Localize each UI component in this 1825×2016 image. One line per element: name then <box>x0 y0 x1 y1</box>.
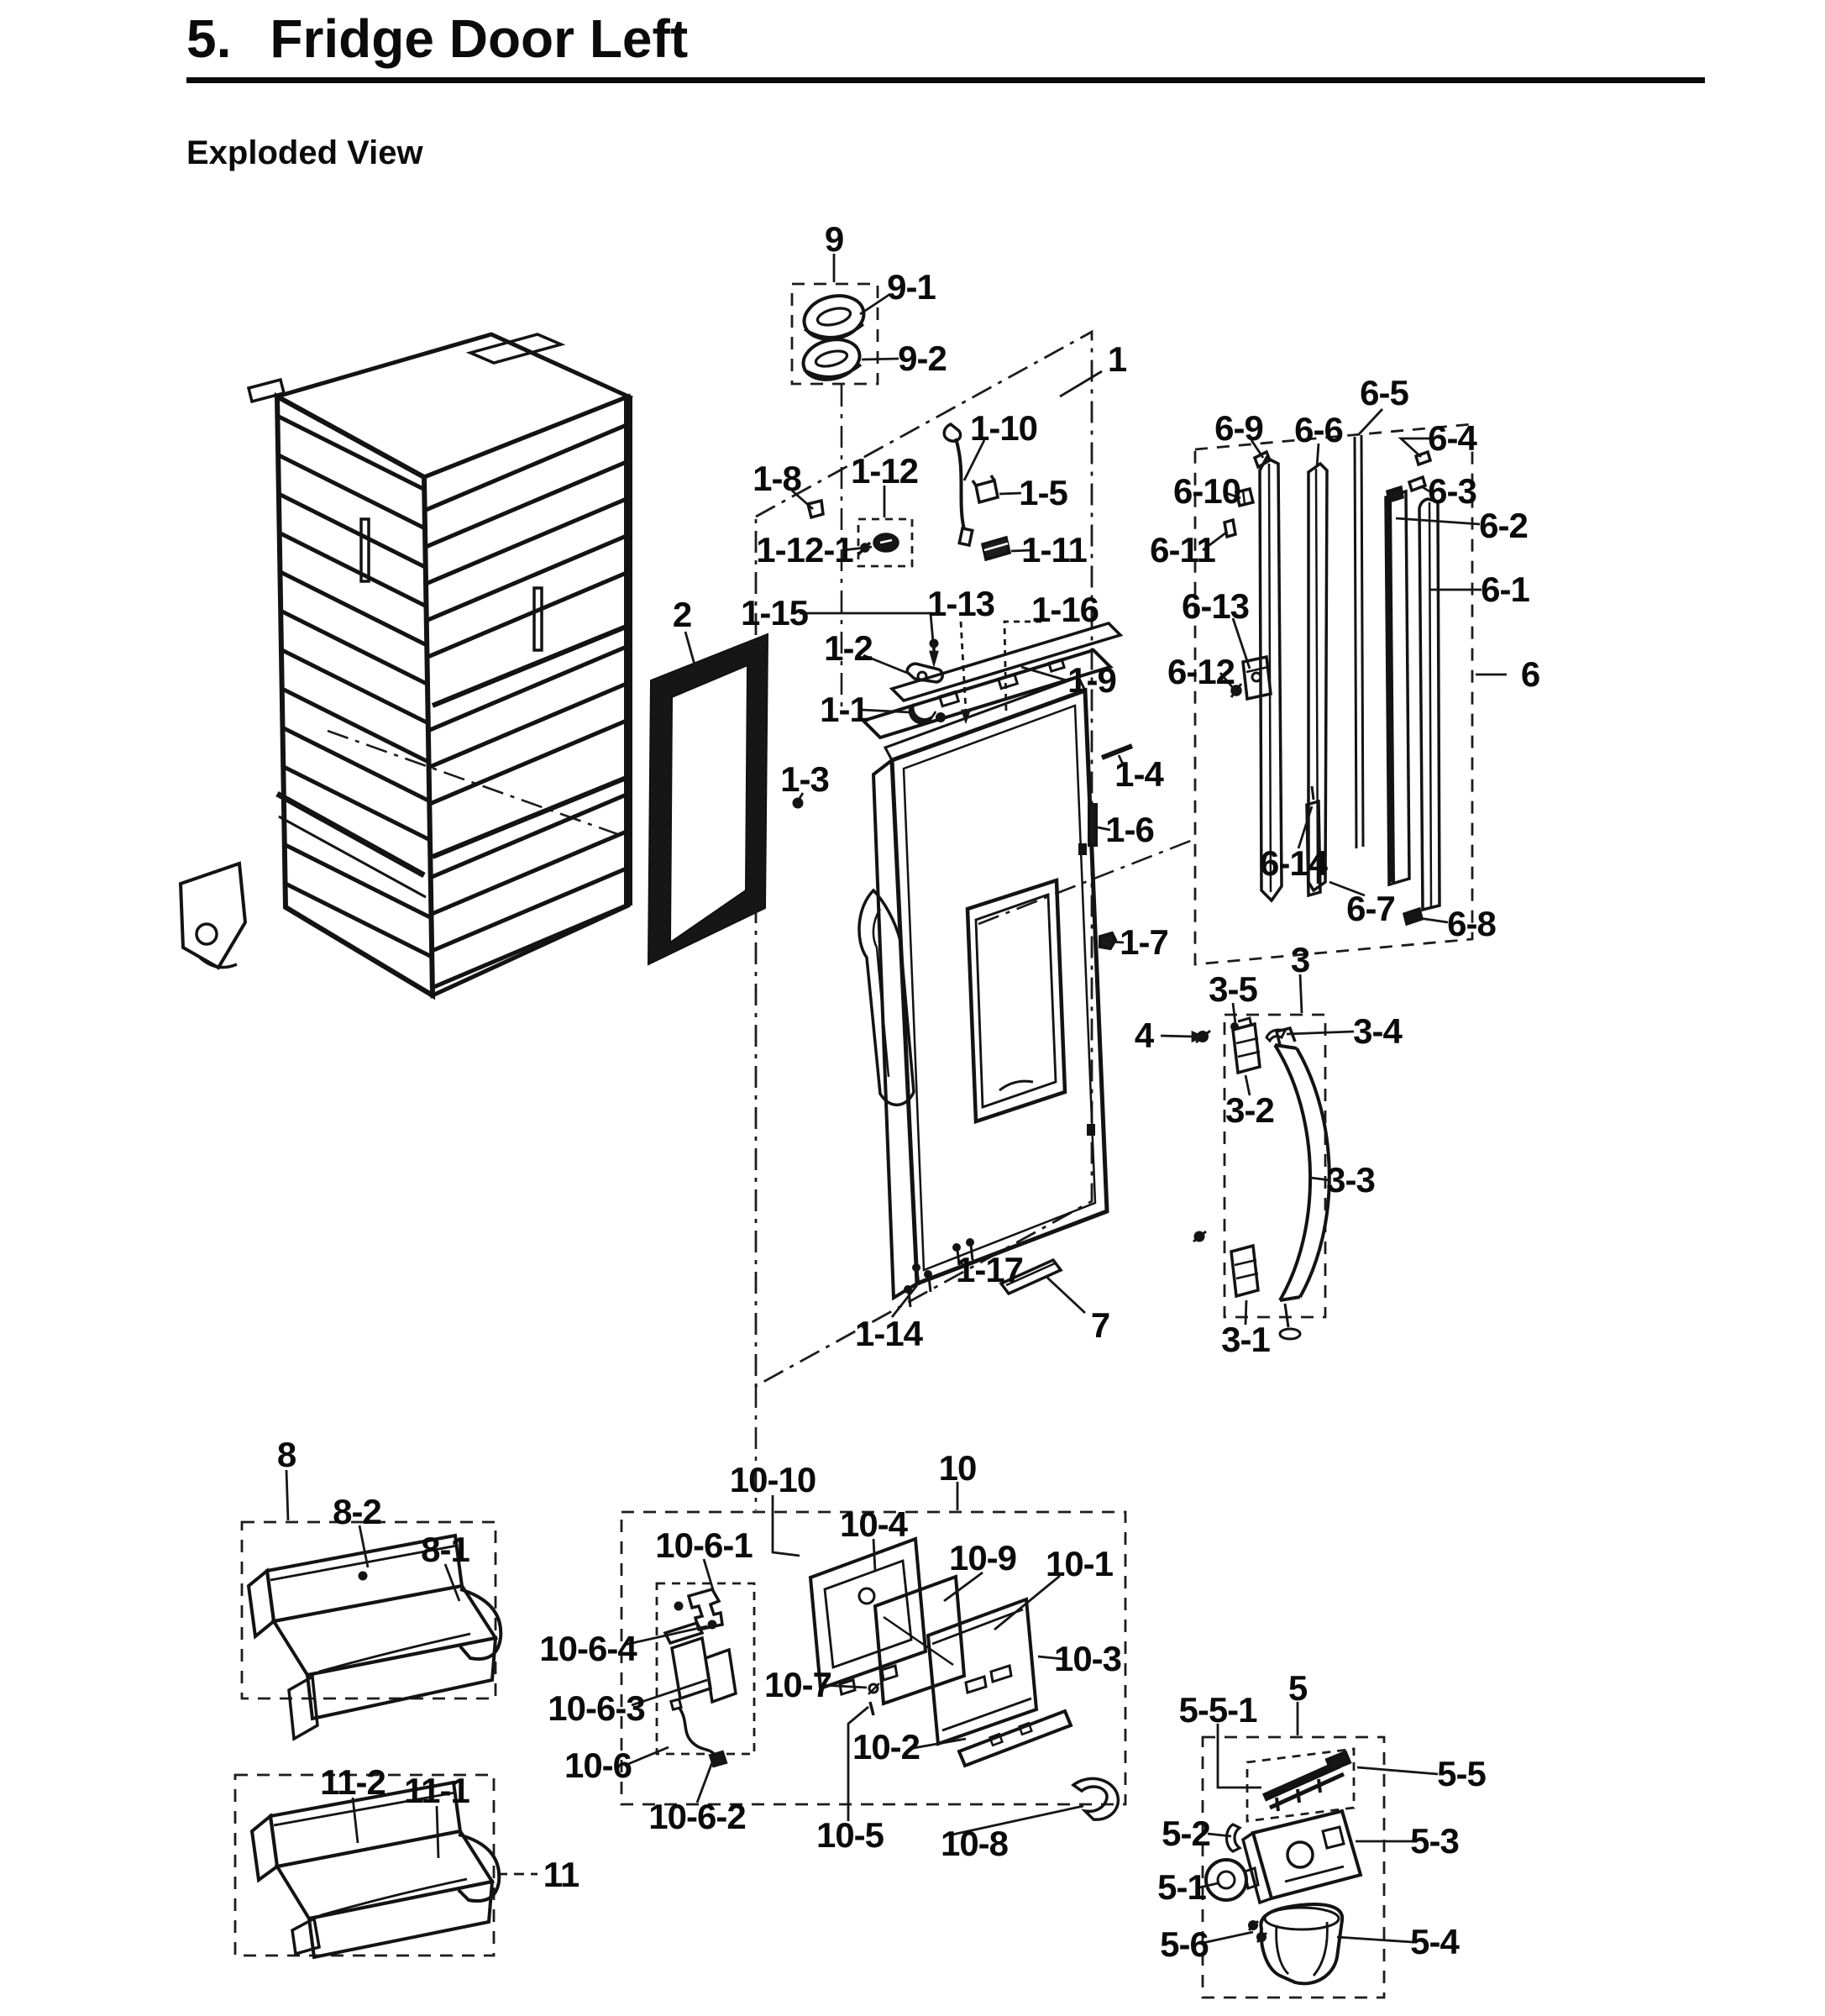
part-label-5-5-1: 5-5-1 <box>1178 1690 1257 1730</box>
part-label-1-2: 1-2 <box>824 628 873 668</box>
part-label-9: 9 <box>824 219 844 259</box>
part-label-10-7: 10-7 <box>763 1665 832 1704</box>
part-label-6-3: 6-3 <box>1428 471 1476 511</box>
part-label-10-2: 10-2 <box>852 1727 920 1767</box>
part-label-5-5: 5-5 <box>1437 1754 1486 1793</box>
part-label-3-4: 3-4 <box>1353 1011 1402 1051</box>
part-label-10-6-4: 10-6-4 <box>539 1629 637 1668</box>
part-label-5-4: 5-4 <box>1410 1922 1459 1961</box>
part-label-10-3: 10-3 <box>1053 1639 1122 1678</box>
part-label-6: 6 <box>1520 654 1540 694</box>
part-label-6-11: 6-11 <box>1150 530 1215 570</box>
section-title: Fridge Door Left <box>270 8 689 69</box>
part-label-2: 2 <box>672 595 692 634</box>
part-label-5-3: 5-3 <box>1410 1821 1459 1861</box>
part-label-6-9: 6-9 <box>1214 408 1263 448</box>
part-label-4: 4 <box>1134 1016 1154 1055</box>
part-label-1-15: 1-15 <box>740 593 809 633</box>
part-label-10: 10 <box>938 1448 977 1488</box>
part-label-9-1: 9-1 <box>887 267 936 307</box>
part-label-11: 11 <box>543 1855 579 1894</box>
part-label-1-17: 1-17 <box>955 1250 1024 1289</box>
part-label-10-1: 10-1 <box>1045 1544 1114 1583</box>
part-label-9-2: 9-2 <box>898 339 947 378</box>
part-label-10-6-2: 10-6-2 <box>648 1797 746 1836</box>
part-label-7: 7 <box>1090 1305 1110 1345</box>
part-label-1-11: 1-11 <box>1021 530 1087 570</box>
part-label-1-7: 1-7 <box>1120 922 1168 962</box>
part-label-6-5: 6-5 <box>1360 373 1408 412</box>
part-label-3: 3 <box>1290 940 1310 979</box>
part-label-6-8: 6-8 <box>1447 904 1496 943</box>
part-label-10-5: 10-5 <box>815 1815 884 1855</box>
part-label-3-1: 3-1 <box>1221 1320 1270 1359</box>
part-label-1-3: 1-3 <box>780 759 829 799</box>
part-label-5-6: 5-6 <box>1160 1924 1209 1964</box>
part-label-1-8: 1-8 <box>753 459 801 498</box>
part-label-8-1: 8-1 <box>421 1530 469 1569</box>
part-label-1-12: 1-12 <box>850 451 919 491</box>
part-label-1-16: 1-16 <box>1030 590 1099 629</box>
part-label-10-6-3: 10-6-3 <box>548 1688 645 1728</box>
part-label-6-14: 6-14 <box>1259 843 1328 883</box>
part-label-1-1: 1-1 <box>820 690 868 729</box>
part-label-11-1: 11-1 <box>404 1771 469 1810</box>
part-label-3-5: 3-5 <box>1209 969 1257 1009</box>
part-label-6-1: 6-1 <box>1481 570 1529 609</box>
part-label-11-2: 11-2 <box>320 1762 385 1802</box>
part-label-1-14: 1-14 <box>854 1314 923 1353</box>
part-label-3-2: 3-2 <box>1225 1090 1274 1130</box>
part-label-6-13: 6-13 <box>1181 586 1250 626</box>
section-number: 5. <box>186 8 232 69</box>
part-label-10-8: 10-8 <box>940 1824 1009 1863</box>
part-label-6-12: 6-12 <box>1167 652 1235 691</box>
part-label-1: 1 <box>1107 339 1127 379</box>
part-label-10-6: 10-6 <box>564 1746 632 1785</box>
part-label-10-10: 10-10 <box>729 1460 816 1499</box>
part-label-10-4: 10-4 <box>839 1504 908 1544</box>
part-label-1-13: 1-13 <box>926 584 995 623</box>
part-label-6-10: 6-10 <box>1172 471 1241 511</box>
part-label-3-3: 3-3 <box>1326 1160 1375 1200</box>
part-label-1-5: 1-5 <box>1019 473 1067 512</box>
subtitle: Exploded View <box>186 134 423 171</box>
part-label-6-4: 6-4 <box>1428 418 1476 458</box>
part-label-6-7: 6-7 <box>1346 889 1395 928</box>
part-label-10-6-1: 10-6-1 <box>655 1525 753 1565</box>
part-label-6-2: 6-2 <box>1479 506 1528 545</box>
part-label-5: 5 <box>1287 1668 1308 1708</box>
part-label-8: 8 <box>276 1435 296 1474</box>
part-label-5-1: 5-1 <box>1157 1867 1206 1907</box>
part-label-5-2: 5-2 <box>1162 1814 1210 1853</box>
part-label-6-6: 6-6 <box>1294 410 1343 449</box>
part-label-1-4: 1-4 <box>1114 754 1163 794</box>
part-label-1-10: 1-10 <box>969 408 1038 448</box>
part-label-10-9: 10-9 <box>948 1538 1017 1578</box>
part-label-1-12-1: 1-12-1 <box>756 530 853 570</box>
part-label-8-2: 8-2 <box>333 1492 381 1531</box>
part-label-1-6: 1-6 <box>1105 810 1154 849</box>
part-label-1-9: 1-9 <box>1067 660 1116 700</box>
